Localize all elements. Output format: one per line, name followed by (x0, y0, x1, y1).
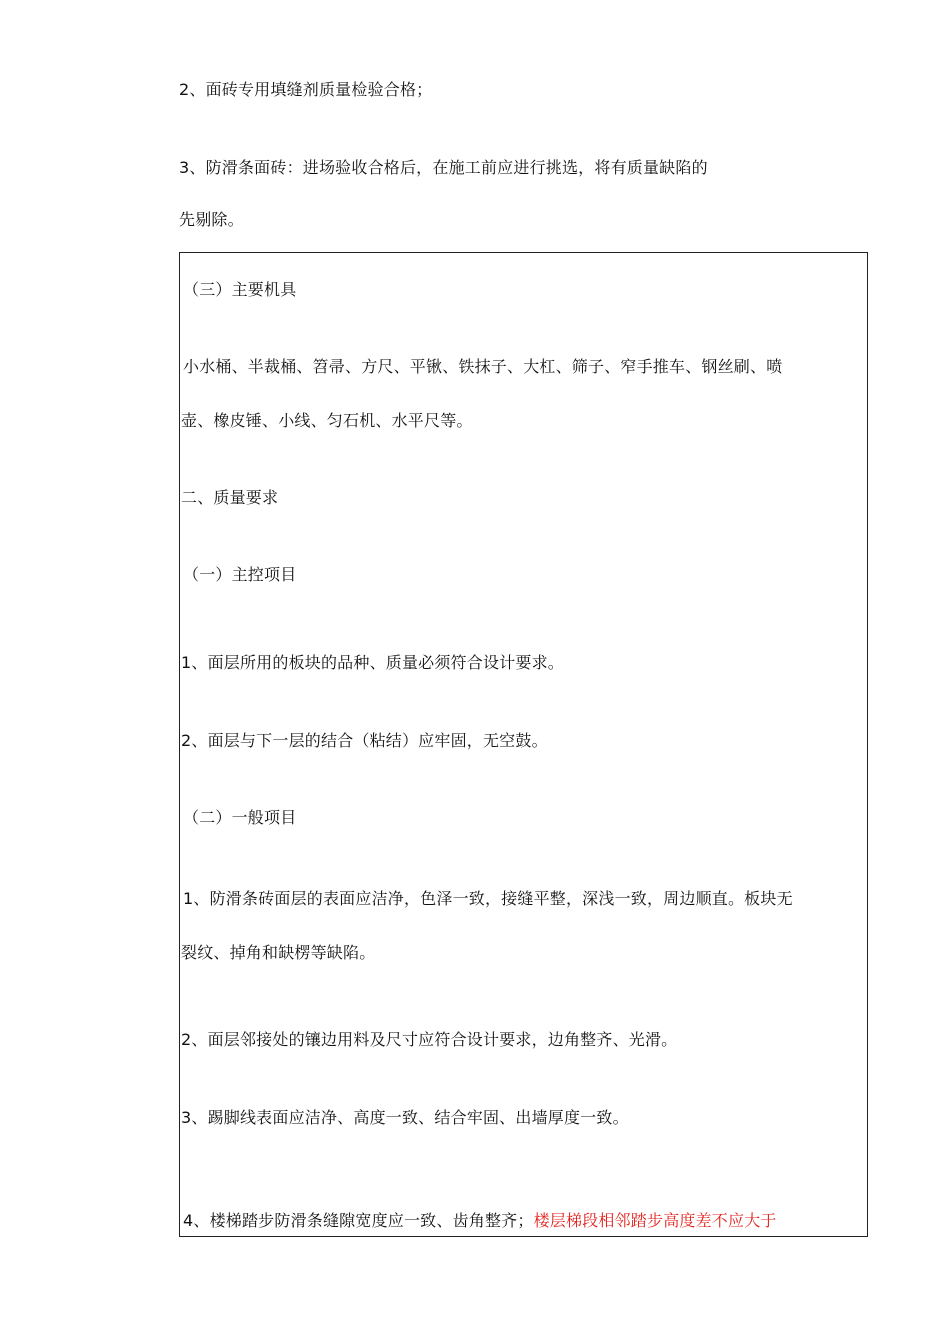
general-item-1-line2: 裂纹、掉角和缺楞等缺陷。 (181, 943, 376, 962)
general-items-heading: （二）一般项目 (183, 808, 297, 827)
tools-heading: （三）主要机具 (183, 280, 297, 299)
tools-list-line1: 小水桶、半裁桶、笤帚、方尺、平锹、铁抹子、大杠、筛子、窄手推车、钢丝刷、喷 (183, 357, 783, 376)
requirement-item-3-line1: 3、防滑条面砖：进场验收合格后，在施工前应进行挑选，将有质量缺陷的 (179, 158, 708, 177)
main-items-heading: （一）主控项目 (183, 565, 297, 584)
main-item-1: 1、面层所用的板块的品种、质量必须符合设计要求。 (181, 653, 564, 672)
quality-heading: 二、质量要求 (181, 488, 279, 507)
requirement-item-3-line2: 先剔除。 (179, 210, 244, 229)
requirement-item-2: 2、面砖专用填缝剂质量检验合格； (179, 80, 433, 99)
general-item-3: 3、踢脚线表面应洁净、高度一致、结合牢固、出墙厚度一致。 (181, 1108, 629, 1127)
general-item-4-highlight: 楼层梯段相邻踏步高度差不应大于 (533, 1211, 777, 1230)
general-item-4 (183, 1211, 777, 1231)
main-item-2: 2、面层与下一层的结合（粘结）应牢固，无空鼓。 (181, 731, 548, 750)
tools-list-line2: 壶、橡皮锤、小线、匀石机、水平尺等。 (181, 411, 473, 430)
general-item-2: 2、面层邻接处的镶边用料及尺寸应符合设计要求，边角整齐、光滑。 (181, 1030, 678, 1049)
general-item-1-line1: 1、防滑条砖面层的表面应洁净，色泽一致，接缝平整，深浅一致，周边顺直。板块无 (183, 889, 793, 908)
general-item-4-text: 4、楼梯踏步防滑条缝隙宽度应一致、齿角整齐； (183, 1211, 534, 1230)
